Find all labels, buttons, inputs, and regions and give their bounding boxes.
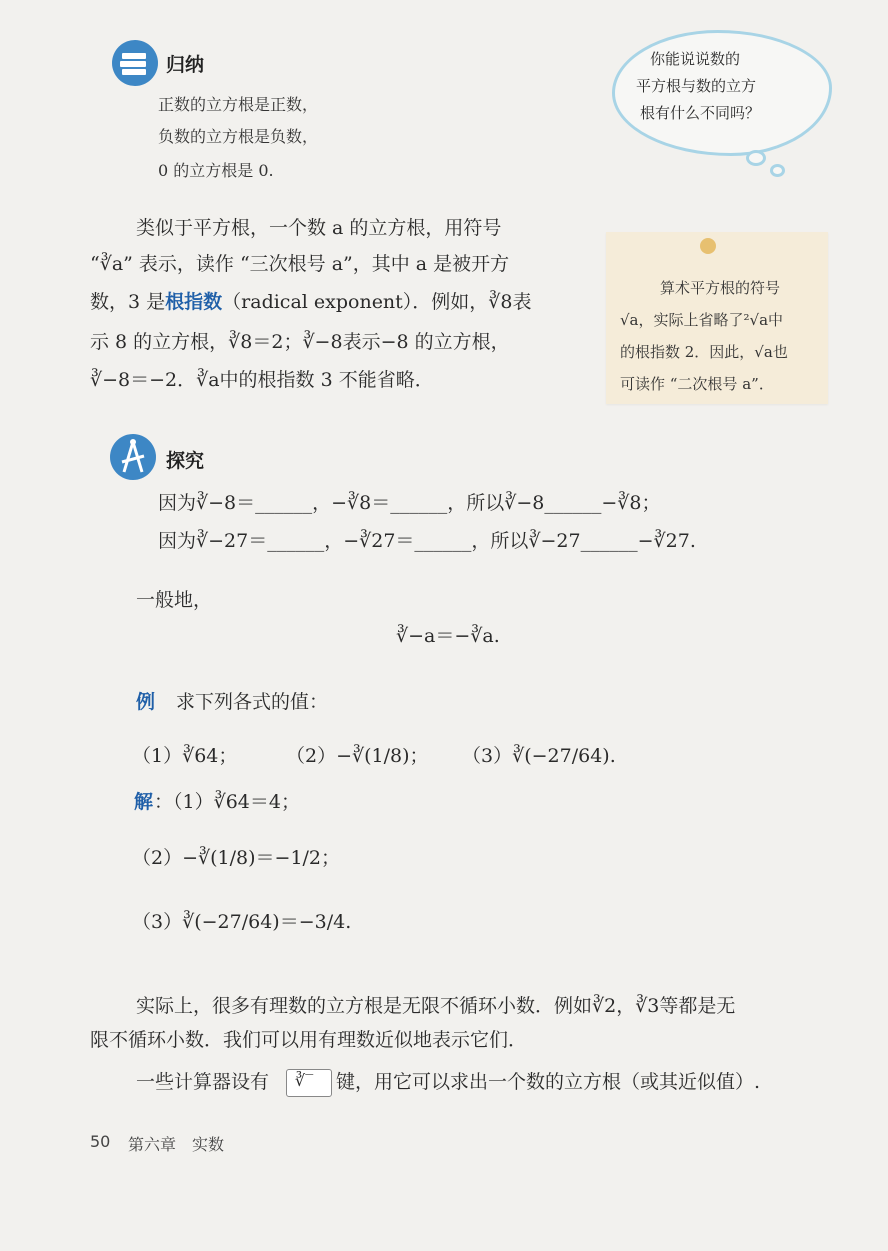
example-item-2: （2）−∛(1/8)； <box>286 745 429 767</box>
closing-line-3a: 一些计算器设有 <box>136 1071 270 1093</box>
page-number: 50 <box>90 1132 111 1151</box>
definition-line-4: 示 8 的立方根，∛8＝2；∛−8表示−8 的立方根， <box>90 331 510 353</box>
bubble-line-1: 你能说说数的 <box>650 50 741 68</box>
solution-line-2: （2）−∛(1/8)＝−1/2； <box>132 847 341 869</box>
note-line-2: √a，实际上省略了²√a中 <box>620 311 784 329</box>
closing-line-3b: 键，用它可以求出一个数的立方根（或其近似值）. <box>336 1071 761 1093</box>
bubble-dot <box>770 164 785 177</box>
note-line-1: 算术平方根的符号 <box>660 279 781 297</box>
example-item-3: （3）∛(−27/64). <box>462 745 616 767</box>
bubble-line-3: 根有什么不同吗？ <box>640 104 761 122</box>
radical-exponent-term: 根指数 <box>165 291 223 313</box>
example-item-1: （1）∛64； <box>132 745 238 767</box>
bubble-line-2: 平方根与数的立方 <box>636 77 757 95</box>
pushpin-icon <box>700 238 716 254</box>
summary-heading: 归纳 <box>166 54 205 76</box>
general-formula: ∛−a＝−∛a. <box>396 625 500 647</box>
definition-line-3 <box>90 286 532 319</box>
explore-line-2: 因为∛−27＝______，−∛27＝______，所以∛−27______−∛27. <box>158 530 696 552</box>
stacked-books-icon <box>112 40 158 86</box>
closing-line-2: 限不循环小数．我们可以用有理数近似地表示它们． <box>90 1029 528 1051</box>
chapter-title: 第六章 实数 <box>128 1135 225 1154</box>
definition-line-1: 类似于平方根，一个数 a 的立方根，用符号 <box>136 217 502 239</box>
explore-line-1: 因为∛−8＝______，−∛8＝______，所以∛−8______−∛8； <box>158 492 661 514</box>
closing-line-1: 实际上，很多有理数的立方根是无限不循环小数．例如∛2，∛3等都是无 <box>136 995 736 1017</box>
example-label: 例 <box>136 691 156 713</box>
note-line-3: 的根指数 2．因此，√a也 <box>620 343 788 361</box>
definition-line-3-end: （radical exponent）．例如，∛8表 <box>222 291 532 313</box>
compass-icon <box>110 434 156 480</box>
solution-line-3: （3）∛(−27/64)＝−3/4. <box>132 911 352 933</box>
definition-line-5: ∛−8＝−2．∛a中的根指数 3 不能省略． <box>90 369 434 391</box>
summary-line-1: 正数的立方根是正数， <box>158 95 319 114</box>
solution-line-1: ：（1）∛64＝4； <box>154 791 300 813</box>
explore-heading: 探究 <box>166 450 205 472</box>
cube-root-key-label: ∛‾ <box>295 1071 314 1090</box>
general-intro: 一般地， <box>136 589 213 611</box>
summary-line-2: 负数的立方根是负数， <box>158 127 319 146</box>
cube-root-key <box>286 1069 332 1097</box>
solution-label: 解 <box>134 791 154 813</box>
example-prompt: 求下列各式的值： <box>176 691 329 713</box>
bubble-dot <box>746 150 766 166</box>
definition-line-3-start: 数，3 是 <box>90 291 166 313</box>
note-line-4: 可读作 “二次根号 a”． <box>620 375 774 393</box>
summary-line-3: 0 的立方根是 0. <box>158 161 274 180</box>
definition-line-2: “∛a” 表示，读作 “三次根号 a”，其中 a 是被开方 <box>90 253 510 275</box>
